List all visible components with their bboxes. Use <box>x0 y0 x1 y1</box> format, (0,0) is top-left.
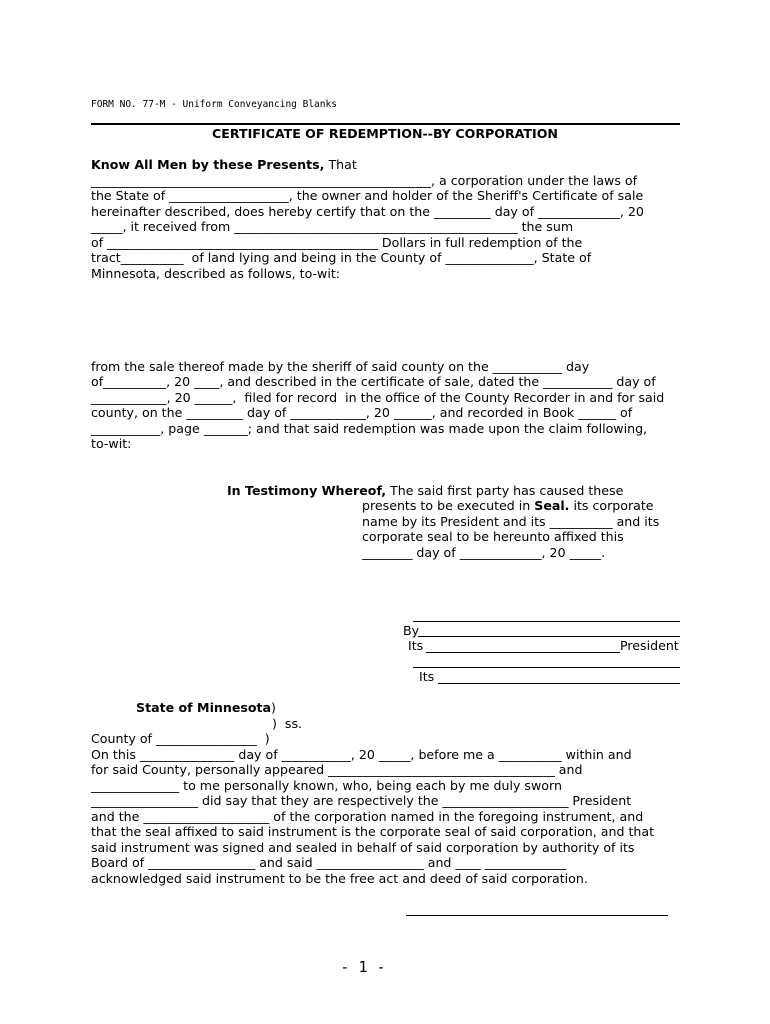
president-label: President <box>620 638 679 653</box>
signature-line <box>413 667 680 668</box>
sale-line: of__________, 20 ____, and described in the certificate of sale, dated the ___________ day of <box>91 374 656 389</box>
signature-line <box>413 621 680 622</box>
ack-line: for said County, personally appeared ____________________________________ and <box>91 762 583 777</box>
testimony-line: ________ day of _____________, 20 _____. <box>362 545 606 560</box>
its-second-signature-line <box>438 683 680 684</box>
intro-bold: Know All Men by these Presents, <box>91 157 325 172</box>
testimony-bold: In Testimony Whereof, <box>227 483 387 498</box>
sale-line: from the sale thereof made by the sheriff of said county on the ___________ day <box>91 359 590 374</box>
ack-line: On this _______________ day of ___________, 20 _____, before me a __________ within and <box>91 747 632 762</box>
sale-line: to-wit: <box>91 436 132 451</box>
header-rule <box>91 123 680 125</box>
county-label: County of ________________ ) <box>91 731 270 746</box>
sale-line: ___________, page _______; and that said redemption was made upon the claim following, <box>91 421 648 436</box>
sale-line: ____________, 20 ______, filed for record in the office of the County Recorder in and for said <box>91 390 665 405</box>
ack-line: _________________ did say that they are respectively the ____________________ President <box>91 793 632 808</box>
notary-signature-line <box>406 915 668 916</box>
its-label: Its <box>408 638 424 653</box>
intro-line: hereinafter described, does hereby certify that on the _________ day of _____________, 20 <box>91 204 644 219</box>
testimony-line2-pre: presents to be executed in <box>362 498 535 513</box>
sale-line: county, on the _________ day of ____________, 20 ______, and recorded in Book ______ of <box>91 405 633 420</box>
testimony-line <box>362 498 654 514</box>
intro-opening <box>91 157 357 173</box>
testimony-rest: The said first party has caused these <box>386 483 624 498</box>
seal-word: Seal. <box>534 498 570 513</box>
state-name: State of Minnesota <box>136 700 272 715</box>
testimony-line: name by its President and its __________ and its <box>362 514 660 529</box>
testimony-opening <box>227 483 623 499</box>
by-label: By <box>403 623 420 638</box>
page-number: - 1 - <box>340 958 386 976</box>
intro-line: of ___________________________________________ Dollars in full redemption of the <box>91 235 583 250</box>
ss-label: ) ss. <box>272 716 303 731</box>
intro-line: ______________________________________________________, a corporation under the laws of <box>91 173 638 188</box>
state-label <box>136 700 276 716</box>
testimony-line2-post: its corporate <box>569 498 654 513</box>
document-title: CERTIFICATE OF REDEMPTION--BY CORPORATION <box>212 126 558 141</box>
form-number: FORM NO. 77-M - Uniform Conveyancing Blanks <box>91 99 337 110</box>
ack-line: ______________ to me personally known, who, being each by me duly sworn <box>91 778 562 793</box>
by-signature-line <box>418 636 680 637</box>
state-paren: ) <box>271 700 276 715</box>
testimony-line: corporate seal to be hereunto affixed this <box>362 529 624 544</box>
ack-line: said instrument was signed and sealed in behalf of said corporation by authority of its <box>91 840 635 855</box>
intro-line: tract__________ of land lying and being in the County of ______________, State of <box>91 250 592 265</box>
intro-line: the State of ___________________, the owner and holder of the Sheriff's Certificate of sale <box>91 188 644 203</box>
its-label-second: Its <box>419 669 435 684</box>
ack-line: acknowledged said instrument to be the free act and deed of said corporation. <box>91 871 588 886</box>
ack-line: and the ____________________ of the corporation named in the foregoing instrument, and <box>91 809 644 824</box>
ack-line: Board of _________________ and said _________________ and ____ _____________ <box>91 855 567 870</box>
intro-line: Minnesota, described as follows, to-wit: <box>91 266 341 281</box>
ack-line: that the seal affixed to said instrument is the corporate seal of said corporation, and that <box>91 824 655 839</box>
intro-rest: That <box>324 157 357 172</box>
its-signature-line <box>426 652 620 653</box>
intro-line: _____, it received from _____________________________________________ the sum <box>91 219 574 234</box>
